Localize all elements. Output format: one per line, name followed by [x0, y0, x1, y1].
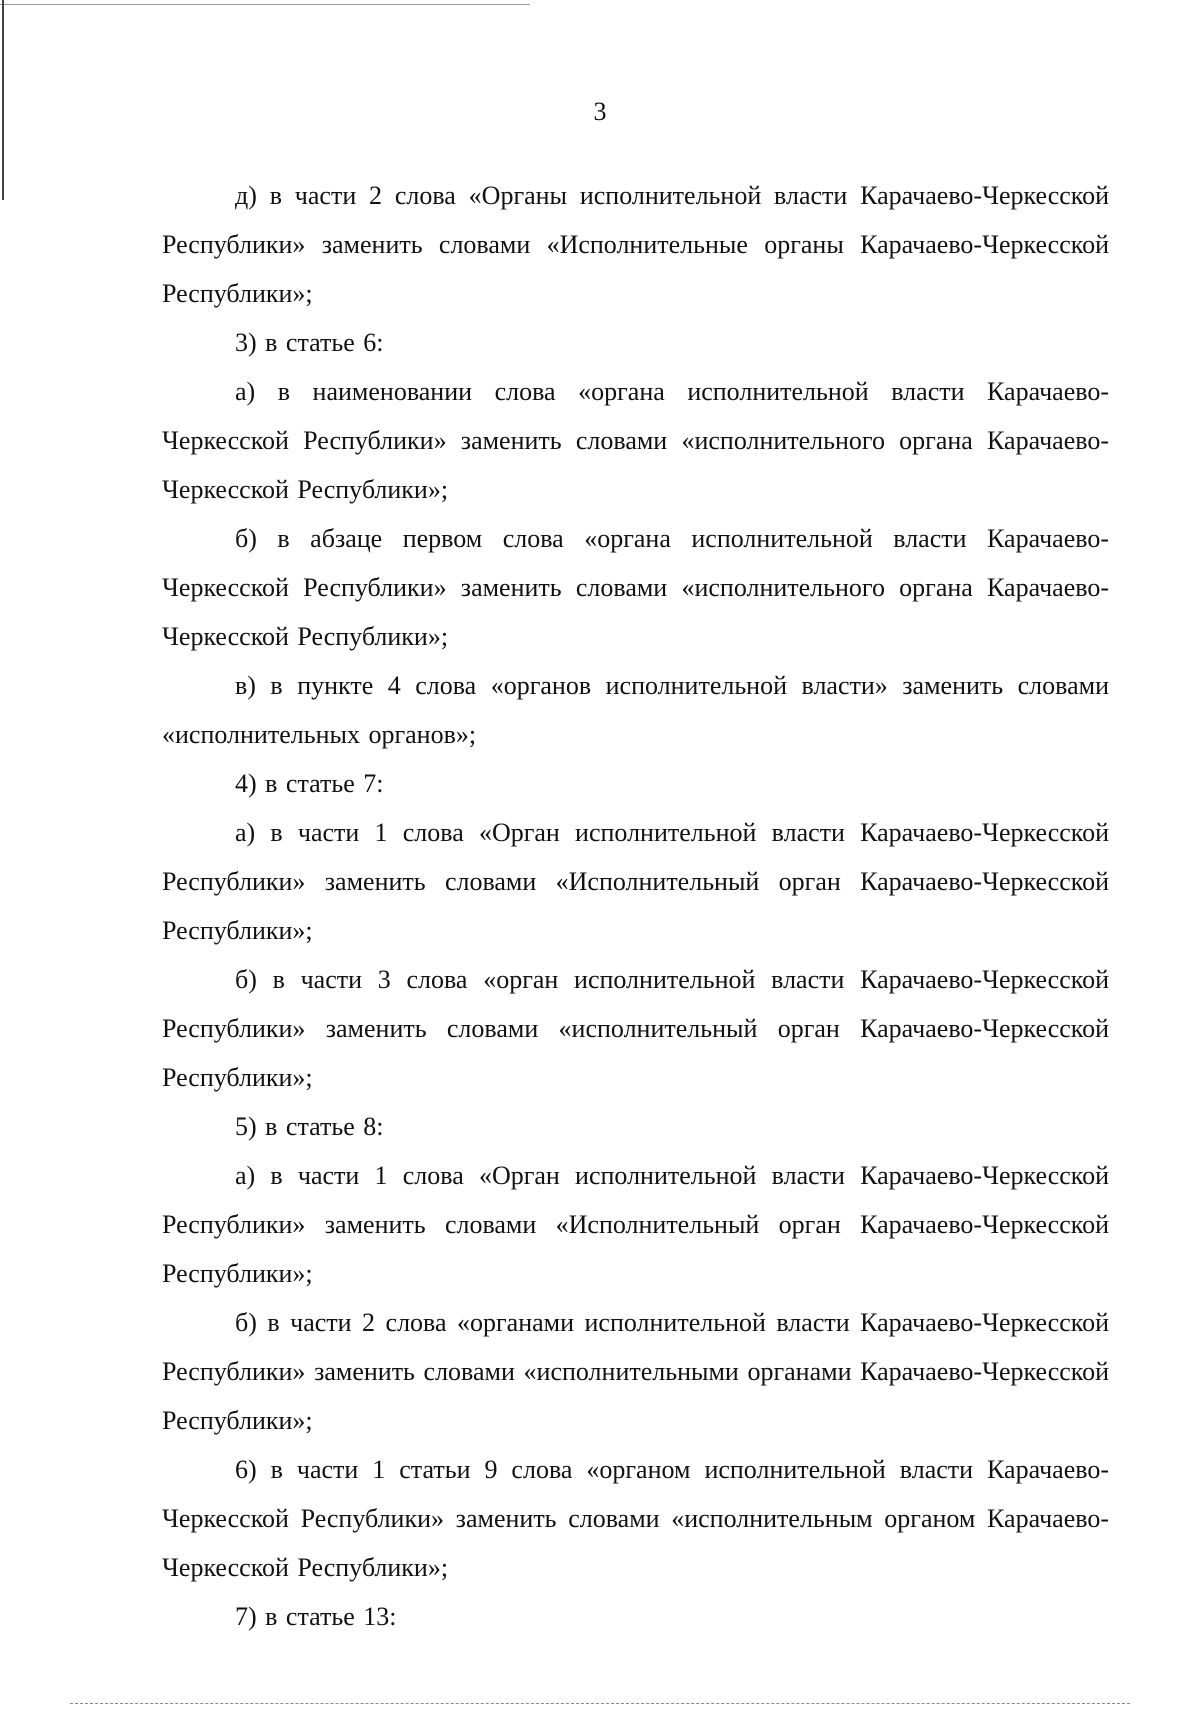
- paragraph-a-part-1-article-8: а) в части 1 слова «Орган исполнительной власти Карачаево-Черкесской Республики» заменить словами «Исполнительный орган Карачаево-Черкесской Республики»;: [162, 1161, 1109, 1288]
- paragraph-item-4-article-7: 4) в статье 7:: [235, 769, 384, 798]
- paragraph-d-part-2: д) в части 2 слова «Органы исполнительной власти Карачаево-Черкесской Республики» заменить словами «Исполнительные органы Карачаево-Черкесской Республики»;: [162, 181, 1109, 308]
- document-body: [162, 171, 1109, 1641]
- paragraph-item-5-article-8: 5) в статье 8:: [235, 1112, 384, 1141]
- paragraph-b-part-3-article-7: б) в части 3 слова «орган исполнительной власти Карачаево-Черкесской Республики» заменить словами «исполнительный орган Карачаево-Черкесской Республики»;: [162, 965, 1109, 1092]
- paragraph-b-part-2-article-8: б) в части 2 слова «органами исполнительной власти Карачаево-Черкесской Республики» заменить словами «исполнительными органами Карачаево-Черкесской Республики»;: [162, 1308, 1109, 1435]
- paragraph-item-7-article-13: 7) в статье 13:: [235, 1602, 397, 1631]
- paragraph-item-6-article-9: 6) в части 1 статьи 9 слова «органом исполнительной власти Карачаево-Черкесской Республики» заменить словами «исполнительным органом Карачаево-Черкесской Республики»;: [162, 1455, 1109, 1582]
- paragraph-v-punkt-4: в) в пункте 4 слова «органов исполнительной власти» заменить словами «исполнительных органов»;: [162, 671, 1109, 749]
- paragraph-b-first-abzac: б) в абзаце первом слова «органа исполнительной власти Карачаево-Черкесской Республики» заменить словами «исполнительного органа Карачаево-Черкесской Республики»;: [162, 524, 1109, 651]
- scan-edge-bottom: [70, 1703, 1130, 1704]
- paragraph-a-title: а) в наименовании слова «органа исполнительной власти Карачаево-Черкесской Республики» заменить словами «исполнительного органа Карачаево-Черкесской Республики»;: [162, 377, 1109, 504]
- scan-edge-top: [0, 4, 530, 5]
- page-number: 3: [593, 97, 607, 126]
- paragraph-item-3-article-6: 3) в статье 6:: [235, 328, 384, 357]
- paragraph-a-part-1-article-7: а) в части 1 слова «Орган исполнительной власти Карачаево-Черкесской Республики» заменить словами «Исполнительный орган Карачаево-Черкесской Республики»;: [162, 818, 1109, 945]
